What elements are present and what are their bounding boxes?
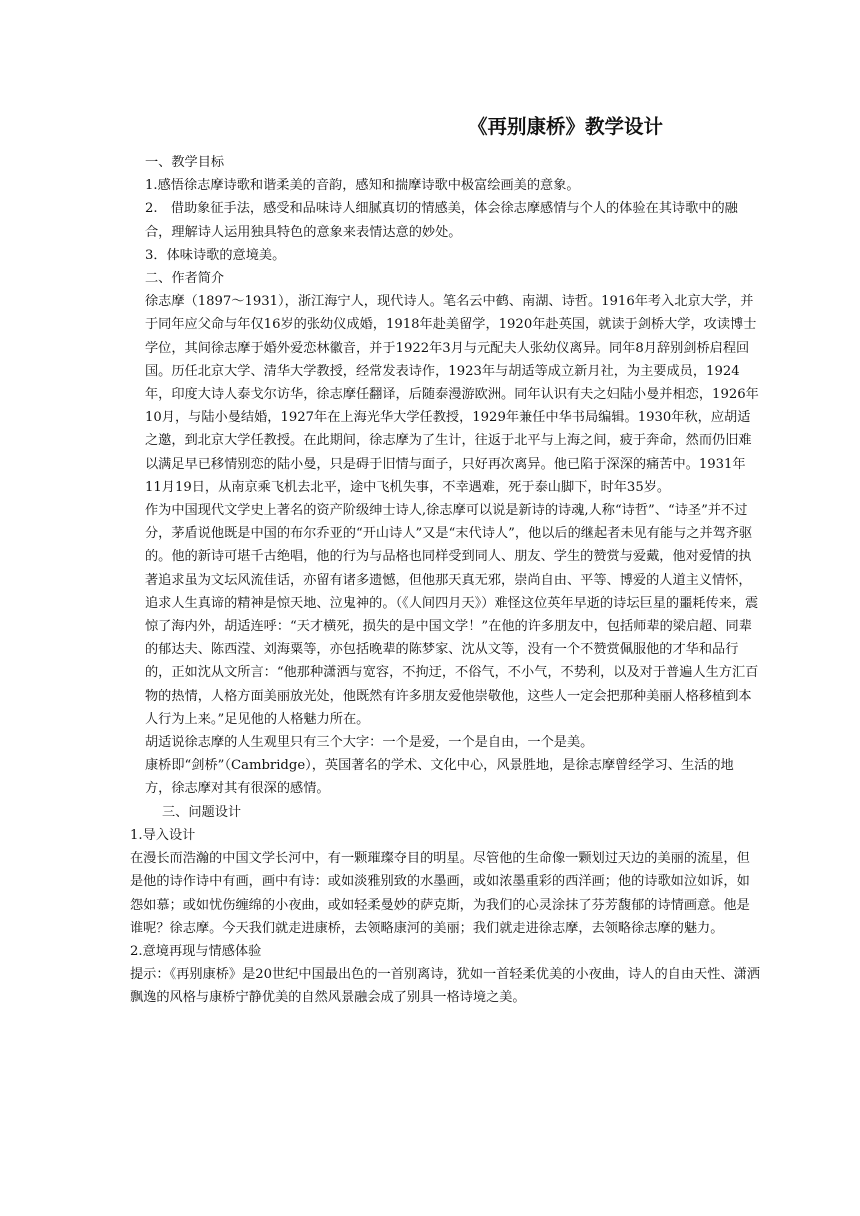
- author-paragraph-2: 作为中国现代文学史上著名的资产阶级绅士诗人,徐志摩可以说是新诗的诗魂,人称“诗哲”、“诗圣”并不过分，茅盾说他既是中国的布尔乔亚的“开山诗人”又是“末代诗人”，他以后的继起者未见有能与之并驾齐驱的。他的新诗可堪千古绝唱，他的行为与品格也同样受到同人、朋友、学生的赞赏与爱戴，他对爱情的执著追求虽为文坛风流佳话，亦留有诸多遗憾，但他那天真无邪，崇尚自由、平等、博爱的人道主义情怀，追求人生真谛的精神是惊天地、泣鬼神的。（《人间四月天》）难怪这位英年早逝的诗坛巨星的噩耗传来，震惊了海内外，胡适连呼：“天才横死，损失的是中国文学！”在他的许多朋友中，包括师辈的梁启超、同辈的郁达夫、陈西滢、刘海粟等，亦包括晚辈的陈梦家、沈从文等，没有一个不赞赏佩服他的才华和品行的，正如沈从文所言：“他那种潇洒与宽容，不拘迂，不俗气，不小气，不势利，以及对于普遍人生方汇百物的热情，人格方面美丽放光处，他既然有许多朋友爱他崇敬他，这些人一定会把那种美丽人格移植到本人行为上来。”足见他的人格魅力所在。: [145, 503, 759, 727]
- document-title: 《再别康桥》教学设计: [468, 115, 664, 138]
- intro-paragraph: 在漫长而浩瀚的中国文学长河中，有一颗璀璨夺目的明星。尽管他的生命像一颗划过天边的美丽的流星，但是他的诗作诗中有画，画中有诗：或如淡雅别致的水墨画，或如浓墨重彩的西洋画；他的诗歌如泣如诉，如怨如慕；或如忧伤缠绵的小夜曲，或如轻柔曼妙的萨克斯，为我们的心灵涂抹了芬芳馥郁的诗情画意。他是谁呢？徐志摩。今天我们就走进康桥，去领略康河的美丽；我们就走进徐志摩，去领略徐志摩的魅力。: [130, 851, 750, 936]
- document-body: [130, 151, 760, 1010]
- section-heading-author: 二、作者简介: [145, 271, 225, 287]
- section-heading-questions: 三、问题设计: [162, 804, 242, 820]
- subsection-heading-mood: 2.意境再现与情感体验: [130, 943, 262, 959]
- author-paragraph-4: 康桥即“剑桥”（Cambridge），英国著名的学术、文化中心，风景胜地，是徐志摩曾经学习、生活的地方，徐志摩对其有很深的感情。: [145, 758, 734, 797]
- author-paragraph-1: 徐志摩（1897～1931），浙江海宁人，现代诗人。笔名云中鹤、南湖、诗哲。1916年考入北京大学，并于同年应父命与年仅16岁的张幼仪成婚，1918年赴美留学，1920年赴英国，就读于剑桥大学，攻读博士学位，其间徐志摩于婚外爱恋林徽音，并于1922年3月与元配夫人张幼仪离异。同年8月辞别剑桥启程回国。历任北京大学、清华大学教授，经常发表诗作，1923年与胡适等成立新月社，为主要成员，1924年，印度大诗人泰戈尔访华，徐志摩任翻译，后随泰漫游欧洲。同年认识有夫之妇陆小曼并相恋，1926年10月，与陆小曼结婚，1927年在上海光华大学任教授，1929年兼任中华书局编辑。1930年秋，应胡适之邀，到北京大学任教授。在此期间，徐志摩为了生计，往返于北平与上海之间，疲于奔命，然而仍旧难以满足早已移情别恋的陆小曼，只是碍于旧情与面子，只好再次离异。他已陷于深深的痛苦中。1931年11月19日，从南京乘飞机去北平，途中飞机失事，不幸遇难，死于泰山脚下，时年35岁。: [145, 294, 759, 495]
- author-paragraph-3: 胡适说徐志摩的人生观里只有三个大字：一个是爱，一个是自由，一个是美。: [145, 735, 594, 751]
- objective-item-2: 2. 借助象征手法，感受和品味诗人细腻真切的情感美，体会徐志摩感情与个人的体验在其诗歌中的融合，理解诗人运用独具特色的意象来表情达意的妙处。: [145, 201, 738, 240]
- mood-paragraph: 提示：《再别康桥》是20世纪中国最出色的一首别离诗，犹如一首轻柔优美的小夜曲，诗人的自由天性、潇洒飘逸的风格与康桥宁静优美的自然风景融会成了别具一格诗境之美。: [130, 967, 760, 1006]
- objective-item-1: 1.感悟徐志摩诗歌和谐柔美的音韵，感知和揣摩诗歌中极富绘画美的意象。: [145, 178, 580, 194]
- subsection-heading-intro: 1.导入设计: [130, 827, 196, 843]
- objective-item-3: 3．体味诗歌的意境美。: [145, 247, 286, 263]
- section-heading-objectives: 一、教学目标: [145, 155, 225, 170]
